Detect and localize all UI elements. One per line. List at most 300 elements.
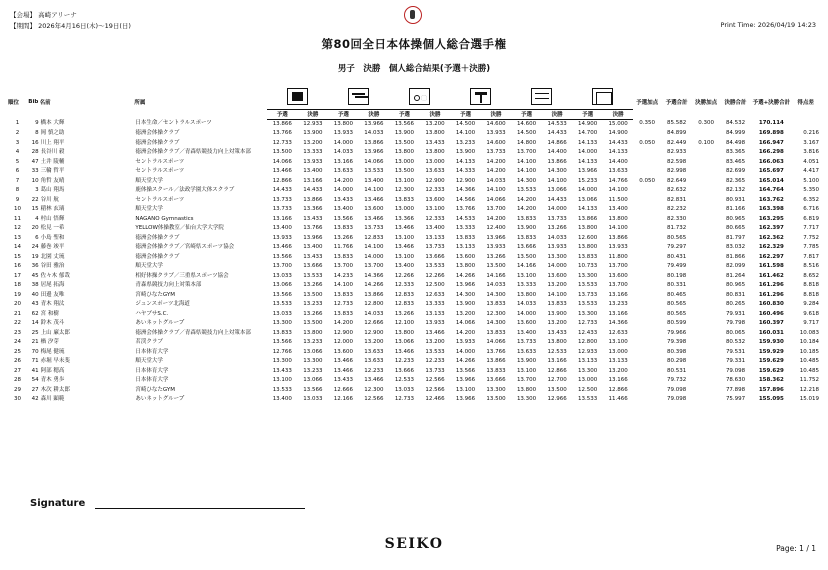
score-cell: 13.900 (455, 149, 476, 155)
score-cell: 13.433 (303, 215, 323, 222)
score-cell: 13.433 (272, 367, 292, 374)
score-cell: 14.000 (455, 348, 476, 355)
team-cell: ジュンスポーツ北海道 (135, 301, 190, 307)
score-cell: 14.100 (547, 177, 567, 184)
grand-total-cell: 170.114 (758, 120, 784, 127)
grand-total-cell: 161.296 (758, 282, 784, 288)
f-total-cell: 83.465 (725, 158, 746, 165)
score-cell: 14.766 (608, 177, 628, 184)
diff-cell: 10.485 (799, 358, 819, 364)
team-cell: セントラルスポーツ (135, 196, 185, 203)
score-cell: 13.500 (303, 320, 323, 326)
score-cell: 13.166 (608, 310, 628, 317)
name-cell: 川上 翔平 (40, 139, 65, 146)
rank-cell: 21 (13, 310, 21, 317)
score-cell: 13.066 (578, 196, 598, 203)
score-cell: 14.266 (455, 358, 476, 364)
name-cell: 梅尾 健琉 (40, 348, 65, 355)
f-bonus-cell (692, 167, 719, 177)
col-q-total: 予選合計 (665, 99, 688, 106)
score-cell: 13.866 (364, 139, 384, 146)
f-bonus-cell (692, 319, 719, 329)
diff-cell: 4.417 (803, 168, 819, 174)
team-cell: 宮崎ひなたGYM (135, 291, 175, 298)
diff-cell: 8.818 (803, 291, 819, 298)
q-bonus-cell (633, 329, 660, 339)
team-cell: 相好体操クラブ／三重県スポーツ協会 (135, 272, 229, 279)
score-cell: 13.166 (547, 358, 567, 364)
q-total-cell: 82.598 (666, 158, 687, 165)
score-cell: 14.033 (547, 234, 567, 241)
score-cell: 12.266 (425, 272, 445, 279)
score-cell: 13.633 (516, 348, 537, 355)
f-bonus-cell (692, 338, 719, 348)
q-bonus-cell (633, 376, 660, 386)
score-cell: 13.500 (486, 263, 506, 269)
diff-cell: 7.785 (803, 244, 819, 250)
score-cell: 13.666 (394, 367, 415, 374)
rank-cell: 2 (15, 130, 20, 136)
score-cell: 13.933 (547, 244, 567, 250)
score-cell: 13.933 (425, 320, 445, 326)
score-cell: 14.033 (516, 301, 537, 307)
name-cell: 谷川 航 (40, 196, 59, 203)
score-cell: 13.800 (303, 329, 323, 336)
score-cell: 11.800 (608, 253, 628, 260)
q-bonus-cell (633, 348, 660, 358)
diff-cell: 6.716 (803, 206, 819, 212)
sub-q: 予選 (267, 109, 298, 119)
score-cell: 13.500 (394, 139, 415, 146)
rank-cell: 27 (13, 367, 21, 374)
bib-cell: 71 (31, 358, 39, 364)
rank-cell: 26 (13, 358, 21, 364)
bib-cell: 8 (35, 130, 39, 136)
results-table (8, 84, 820, 405)
score-cell: 13.166 (608, 377, 628, 383)
score-cell: 13.500 (272, 149, 292, 155)
score-cell: 13.466 (364, 196, 384, 203)
table-row (8, 243, 820, 253)
score-cell: 13.200 (425, 120, 445, 127)
f-bonus-cell (692, 186, 719, 196)
score-cell: 13.833 (333, 291, 353, 298)
score-cell: 14.800 (516, 139, 537, 146)
score-cell: 13.200 (364, 339, 384, 345)
team-cell: 順天堂大学 (135, 177, 163, 184)
score-cell: 13.500 (516, 253, 537, 260)
table-row (8, 310, 820, 320)
q-total-cell: 84.899 (666, 130, 687, 136)
score-cell: 13.700 (516, 377, 537, 383)
score-cell: 14.600 (516, 120, 537, 127)
score-cell: 13.533 (425, 348, 445, 355)
rank-cell: 17 (13, 272, 21, 279)
score-cell: 13.800 (455, 263, 476, 269)
f-bonus-cell (692, 300, 719, 310)
q-bonus-cell (633, 262, 660, 272)
col-f-bonus: 決勝加点 (695, 99, 718, 106)
score-cell: 13.966 (364, 120, 384, 127)
score-cell: 13.833 (516, 215, 537, 222)
col-rank: 順位 (8, 99, 20, 106)
q-total-cell: 80.565 (666, 234, 687, 241)
score-cell: 15.233 (578, 177, 598, 184)
score-cell: 13.800 (516, 291, 537, 298)
score-cell: 12.500 (578, 386, 598, 393)
score-cell: 12.733 (272, 139, 292, 146)
score-cell: 13.900 (303, 130, 323, 136)
team-cell: 宮崎ひなたGYM (135, 386, 175, 393)
f-total-cell: 82.099 (725, 263, 746, 269)
col-f-total: 決勝合計 (724, 99, 747, 106)
score-cell: 13.566 (303, 386, 323, 393)
q-total-cell: 80.331 (666, 282, 687, 288)
score-cell: 13.300 (272, 320, 292, 326)
q-bonus-cell: 0.350 (639, 120, 655, 127)
score-cell: 14.200 (455, 329, 476, 336)
sub-f: 決勝 (298, 109, 329, 119)
signature-label: Signature (30, 498, 86, 509)
bib-cell: 15 (31, 206, 39, 212)
q-total-cell: 80.565 (666, 301, 687, 307)
score-cell: 14.033 (486, 282, 506, 288)
score-cell: 13.933 (486, 244, 506, 250)
q-total-cell: 82.831 (666, 196, 687, 203)
score-cell: 13.733 (578, 291, 598, 298)
score-cell: 12.300 (486, 310, 506, 317)
score-cell: 13.800 (608, 215, 628, 222)
score-cell: 11.466 (608, 396, 628, 402)
score-cell: 13.566 (394, 120, 415, 127)
score-cell: 13.233 (303, 339, 323, 345)
score-cell: 13.533 (364, 168, 384, 174)
f-total-cell: 81.866 (725, 253, 746, 260)
score-cell: 14.400 (547, 149, 567, 155)
grand-total-cell: 166.063 (758, 158, 784, 165)
score-cell: 14.100 (547, 291, 567, 298)
grand-total-cell: 165.014 (758, 177, 784, 184)
grand-total-cell: 160.830 (758, 301, 784, 307)
f-bonus-cell (692, 291, 719, 301)
table-row (8, 357, 820, 367)
rank-cell: 16 (13, 263, 21, 269)
score-cell: 13.533 (578, 282, 598, 288)
bib-cell: 28 (31, 149, 39, 155)
f-total-cell: 77.898 (725, 386, 746, 393)
f-bonus-cell (692, 158, 719, 168)
f-bonus-cell (692, 234, 719, 244)
diff-cell: 9.284 (803, 301, 819, 307)
score-cell: 14.433 (547, 196, 567, 203)
team-cell: 茗渓クラブ (135, 339, 163, 345)
score-cell: 13.533 (516, 187, 537, 193)
q-bonus-cell (633, 281, 660, 291)
score-cell: 14.300 (547, 168, 567, 174)
grand-total-cell: 163.762 (758, 196, 784, 203)
team-cell: 日本生命／セントラルスポーツ (135, 120, 212, 127)
score-cell: 13.233 (608, 301, 628, 307)
score-cell: 13.866 (303, 196, 323, 203)
score-cell: 14.300 (486, 320, 506, 326)
table-row (8, 338, 820, 348)
score-cell: 12.800 (364, 301, 384, 307)
score-cell: 13.466 (394, 244, 415, 250)
score-cell: 13.766 (455, 206, 476, 212)
name-cell: 宮 和樹 (40, 310, 59, 317)
bib-cell: 36 (31, 263, 39, 269)
score-cell: 13.300 (516, 396, 537, 402)
q-bonus-cell (633, 215, 660, 225)
score-cell: 13.733 (425, 244, 445, 250)
table-row (8, 148, 820, 158)
f-bonus-cell (692, 272, 719, 282)
team-cell: 日本体育大学 (135, 348, 169, 355)
score-cell: 14.100 (333, 282, 353, 288)
score-cell: 13.733 (364, 225, 384, 231)
score-cell: 13.833 (486, 329, 506, 336)
diff-cell: 10.184 (799, 339, 819, 345)
grand-total-cell: 159.929 (758, 348, 784, 355)
score-cell: 13.600 (364, 206, 384, 212)
bib-cell: 6 (35, 234, 39, 241)
apparatus-pbars (511, 84, 572, 109)
score-cell: 13.466 (364, 377, 384, 383)
score-cell: 13.566 (272, 339, 292, 345)
score-cell: 13.100 (455, 386, 476, 393)
page-number: Page: 1 / 1 (776, 544, 816, 553)
name-cell: 小島 聖和 (40, 234, 65, 241)
score-cell: 14.533 (547, 120, 567, 127)
score-cell: 12.633 (425, 291, 445, 298)
q-total-cell: 80.298 (666, 358, 687, 364)
score-cell: 13.100 (608, 339, 628, 345)
score-cell: 14.600 (486, 139, 506, 146)
rank-cell: 9 (15, 196, 20, 203)
grand-total-cell: 160.496 (758, 310, 784, 317)
name-cell: 上山 廉太郎 (40, 329, 70, 336)
diff-cell: 8.652 (803, 272, 819, 279)
score-cell: 13.000 (425, 158, 445, 165)
diff-cell: 3.816 (803, 149, 819, 155)
score-cell: 13.966 (364, 149, 384, 155)
q-total-cell: 79.098 (666, 386, 687, 393)
table-row (8, 367, 820, 377)
score-cell: 13.533 (578, 301, 598, 307)
team-cell: セントラルスポーツ (135, 168, 185, 174)
q-total-cell: 80.531 (666, 367, 687, 374)
grand-total-cell: 162.329 (758, 244, 784, 250)
score-cell: 13.800 (394, 149, 415, 155)
score-cell: 13.433 (425, 139, 445, 146)
f-total-cell: 80.965 (725, 282, 746, 288)
score-cell: 13.433 (547, 329, 567, 336)
rank-cell: 23 (13, 329, 21, 336)
grand-total-cell: 162.362 (758, 234, 784, 241)
score-cell: 13.433 (333, 377, 353, 383)
score-cell: 14.366 (608, 320, 628, 326)
score-cell: 12.533 (547, 348, 567, 355)
f-bonus-cell (692, 281, 719, 291)
name-cell: 木次 耕太郎 (40, 386, 70, 393)
f-total-cell: 78.630 (725, 377, 746, 383)
score-cell: 13.833 (486, 301, 506, 307)
score-cell: 12.900 (333, 329, 353, 336)
f-bonus-cell (692, 348, 719, 358)
q-bonus-cell (633, 338, 660, 348)
f-total-cell: 80.831 (725, 291, 746, 298)
f-total-cell: 81.797 (725, 234, 746, 241)
page-title: 第80回全日本体操個人総合選手権 (321, 37, 507, 51)
table-row (8, 119, 820, 129)
score-cell: 14.100 (364, 244, 384, 250)
table-row (8, 158, 820, 168)
table-row (8, 262, 820, 272)
team-cell: 徳洲会体操クラブ (135, 139, 180, 146)
score-cell: 13.133 (425, 234, 445, 241)
q-bonus-cell (633, 291, 660, 301)
score-cell: 14.366 (455, 187, 476, 193)
score-cell: 13.000 (608, 348, 628, 355)
score-cell: 12.866 (608, 386, 628, 393)
score-cell: 13.166 (333, 158, 353, 165)
f-total-cell: 83.365 (725, 149, 746, 155)
score-cell: 14.333 (455, 168, 476, 174)
q-total-cell: 80.198 (666, 272, 687, 279)
score-cell: 13.433 (303, 253, 323, 260)
rank-cell: 24 (13, 339, 21, 345)
score-cell: 12.933 (578, 348, 598, 355)
score-cell: 13.633 (425, 168, 445, 174)
score-cell: 14.000 (333, 187, 353, 193)
score-cell: 12.900 (364, 329, 384, 336)
sub-q: 予選 (450, 109, 481, 119)
table-row (8, 167, 820, 177)
score-cell: 13.100 (272, 377, 292, 383)
table-row (8, 386, 820, 396)
score-cell: 12.300 (394, 187, 415, 193)
score-cell: 15.000 (608, 120, 628, 127)
f-bonus-cell (692, 310, 719, 320)
score-cell: 13.866 (578, 215, 598, 222)
f-total-cell: 84.532 (725, 120, 746, 127)
score-cell: 13.600 (455, 253, 476, 260)
bib-cell: 9 (35, 120, 39, 127)
rank-cell: 22 (13, 320, 21, 326)
grand-total-cell: 162.297 (758, 253, 784, 260)
name-cell: 鈴木 茂斗 (40, 320, 65, 326)
score-cell: 13.800 (578, 244, 598, 250)
score-cell: 14.000 (333, 139, 353, 146)
table-row (8, 205, 820, 215)
name-cell: 稲林 玄璃 (40, 206, 65, 212)
score-cell: 13.466 (333, 358, 353, 364)
score-cell: 13.733 (486, 149, 506, 155)
score-cell: 13.566 (455, 367, 476, 374)
rings-icon (409, 88, 430, 105)
name-cell: 谷田 雅治 (40, 263, 65, 269)
score-cell: 14.200 (333, 177, 353, 184)
score-cell: 13.933 (333, 130, 353, 136)
score-cell: 14.366 (364, 272, 384, 279)
score-cell: 14.200 (486, 215, 506, 222)
name-cell: 楢 汐芽 (40, 339, 59, 345)
f-total-cell: 80.532 (725, 339, 746, 345)
score-cell: 13.100 (516, 367, 537, 374)
table-row (8, 253, 820, 263)
venue-label: 【会場】 高崎アリーナ (10, 11, 77, 19)
score-cell: 13.866 (364, 291, 384, 298)
grand-total-cell: 161.296 (758, 291, 784, 298)
rank-cell: 1 (15, 120, 20, 127)
score-cell: 14.166 (486, 272, 506, 279)
rank-cell: 8 (15, 187, 20, 193)
score-cell: 14.100 (516, 168, 537, 174)
score-cell: 12.300 (364, 386, 384, 393)
score-cell: 13.100 (394, 253, 415, 260)
score-cell: 12.233 (364, 367, 384, 374)
q-bonus-cell (633, 272, 660, 282)
q-bonus-cell (633, 186, 660, 196)
score-cell: 14.300 (486, 291, 506, 298)
score-cell: 14.100 (608, 187, 628, 193)
sub-f: 決勝 (542, 109, 573, 119)
table-row (8, 376, 820, 386)
score-cell: 13.700 (608, 263, 628, 269)
diff-cell: 3.167 (803, 139, 819, 146)
team-cell: 日本体育大学 (135, 377, 169, 383)
name-cell: 村山 悟輝 (40, 215, 65, 222)
score-cell: 13.400 (272, 225, 292, 231)
name-cell: 藤巻 竣平 (40, 244, 65, 250)
rank-cell: 13 (13, 234, 21, 241)
score-cell: 13.566 (272, 253, 292, 260)
score-cell: 12.800 (578, 339, 598, 345)
score-cell: 14.300 (455, 291, 476, 298)
table-row (8, 319, 820, 329)
score-cell: 13.366 (303, 206, 323, 212)
score-cell: 13.333 (455, 225, 476, 231)
bib-cell: 16 (31, 139, 39, 146)
diff-cell: 8.516 (803, 263, 819, 269)
q-total-cell: 79.398 (666, 339, 687, 345)
score-cell: 13.166 (272, 215, 292, 222)
score-cell: 13.833 (455, 234, 476, 241)
f-total-cell: 80.965 (725, 215, 746, 222)
name-cell: 田邊 友唯 (40, 291, 65, 298)
score-cell: 13.400 (516, 329, 537, 336)
bib-cell: 47 (31, 158, 39, 165)
score-cell: 13.133 (455, 244, 476, 250)
score-cell: 13.266 (333, 234, 353, 241)
table-row (8, 291, 820, 301)
score-cell: 14.066 (272, 158, 292, 165)
diff-cell: 6.352 (803, 196, 819, 203)
score-cell: 13.666 (425, 253, 445, 260)
f-total-cell: 80.065 (725, 329, 746, 336)
q-bonus-cell (633, 196, 660, 206)
diff-cell: 4.051 (803, 158, 819, 165)
score-cell: 13.700 (364, 263, 384, 269)
score-cell: 13.233 (303, 301, 323, 307)
score-cell: 13.966 (303, 234, 323, 241)
score-cell: 12.166 (333, 396, 353, 402)
score-cell: 13.366 (394, 215, 415, 222)
print-time: Print Time: 2026/04/19 14:23 (720, 21, 816, 29)
score-cell: 12.600 (578, 234, 598, 241)
sub-q: 予選 (511, 109, 542, 119)
score-cell: 14.500 (455, 120, 476, 127)
